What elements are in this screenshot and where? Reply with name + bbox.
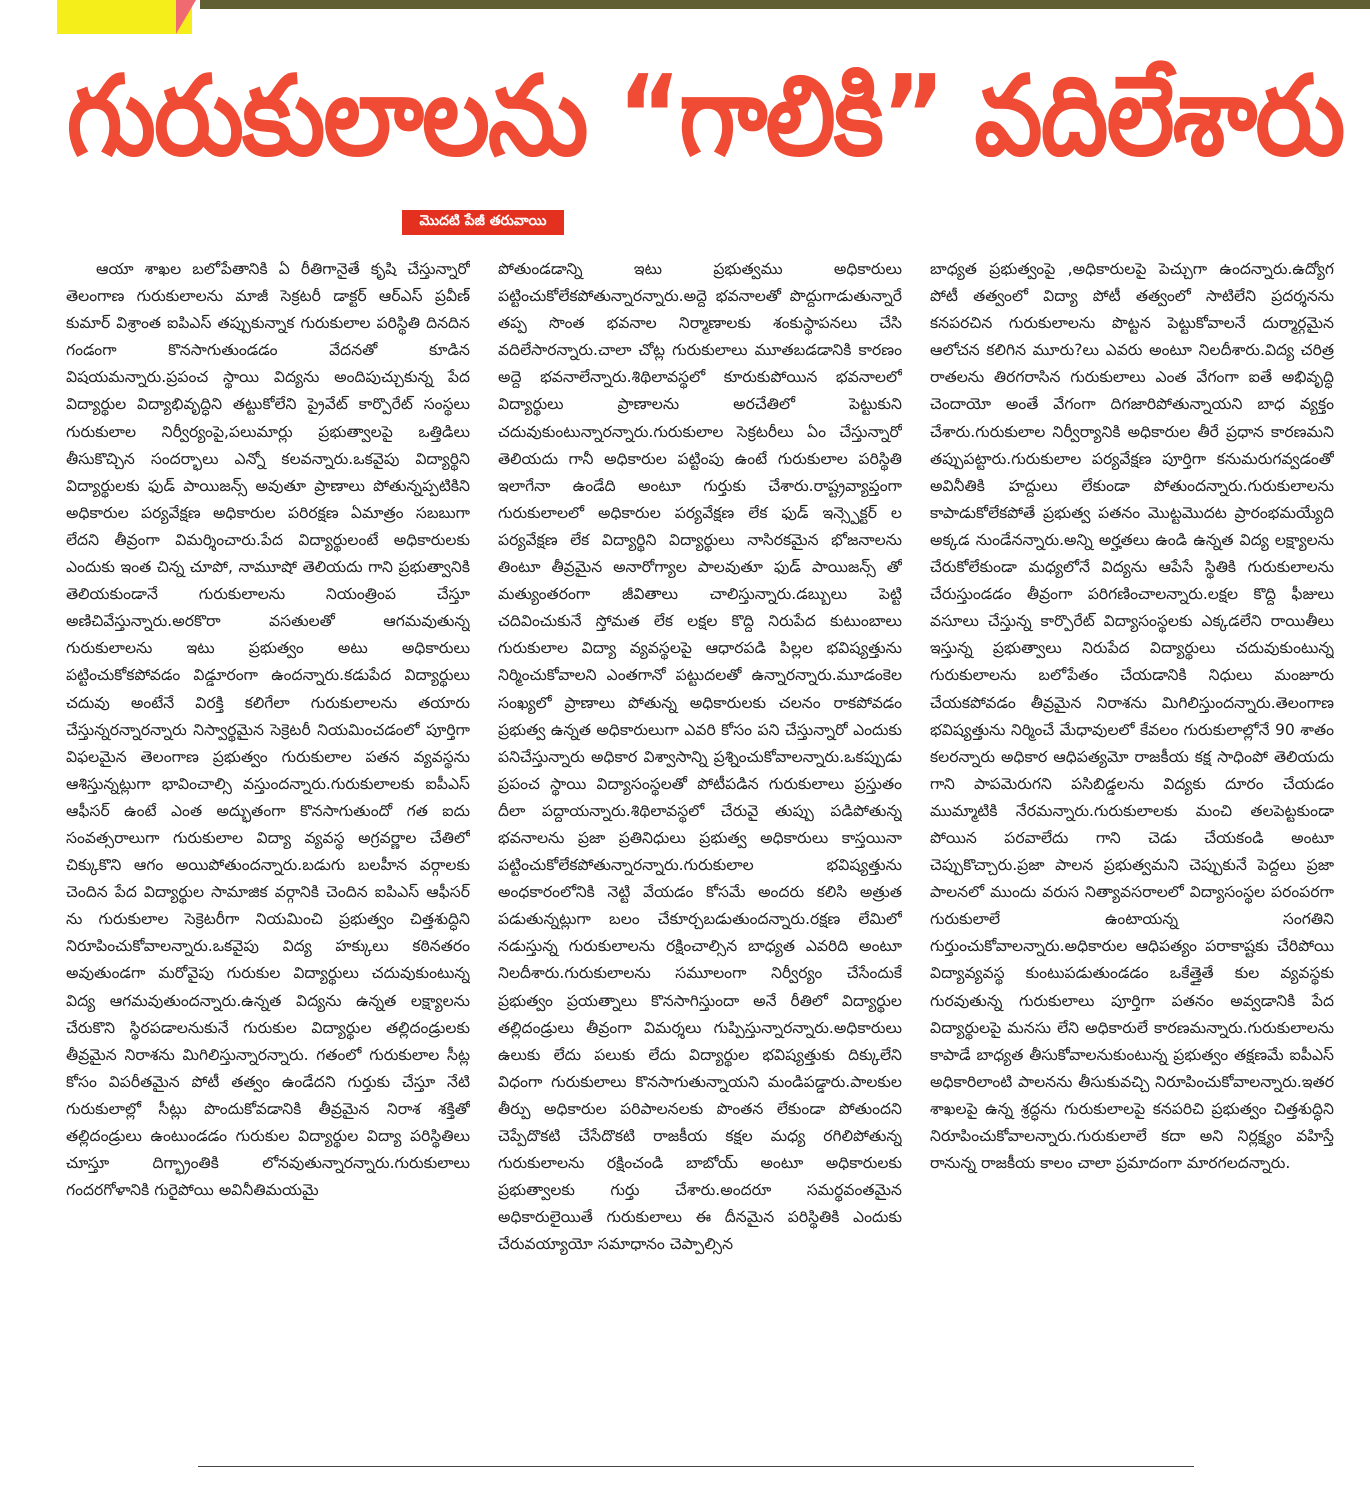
article-column-1 [66,256,470,1446]
article-headline: గురుకులాలను “గాలికి” వదిలేశారు [66,51,1344,181]
article-column-2 [498,256,902,1446]
newspaper-logo-fragment [57,0,192,34]
bottom-divider [198,1466,1194,1467]
column-3-text: బాధ్యత ప్రభుత్వంపై ,అధికారులపై పెచ్చుగా ఉందన్నారు.ఉద్యోగ పోటీ తత్వంలో విద్యా పోటీ తత్వంలో సాటిలేని ప్రదర్శనను కనపరచిన గురుకులాలను పొట్టన పెట్టుకోవాలనే దుర్మార్గమైన ఆలోచన కలిగిన మూరు?లు ఎవరు అంటూ నిలదీశారు.విద్య చరిత్ర రాతలను తిరగరాసిన గురుకులాలు ఎంత వేగంగా ఐతే అభివృద్ధి చెందాయో అంతే వేగంగా దిగజారిపోతున్నాయని బాధ వ్యక్తం చేశారు.గురుకులాల నిర్వీర్యానికి అధికారుల తీరే ప్రధాన కారణమని తప్పుపట్టారు.గురుకులాల పర్యవేక్షణ పూర్తిగా కనుమరుగవ్వడంతో అవినీతికి హద్దులు లేకుండా పోతుందన్నారు.గురుకులాలను కాపాడుకోలేకపోతే ప్రభుత్వ పతనం మొట్టమొదట ప్రారంభమయ్యేది అక్కడ నుండేనన్నారు.అన్ని అర్హతలు ఉండి ఉన్నత విద్య లక్ష్యాలను చేరుకోలేకుండా మధ్యలోనే విద్యను ఆపేసే స్థితికి గురుకులాలను చేరుస్తుండడం తీవ్రంగా పరిగణించాలన్నారు.లక్షల కొద్ది ఫీజులు వసూలు చేస్తున్న కార్పొరేట్ విద్యాసంస్థలకు ఎక్కడలేని రాయితీలు ఇస్తున్న ప్రభుత్వాలు నిరుపేద విద్యార్థులు చదువుకుంటున్న గురుకులాలను బలోపేతం చేయడానికి నిధులు మంజూరు చేయకపోవడం తీవ్రమైన నిరాశను మిగిలిస్తుందన్నారు.తెలంగాణ భవిష్యత్తును నిర్మించే మేధావులలో కేవలం గురుకులాల్లోనే 90 శాతం కలరన్నారు అధికార ఆధిపత్యమో రాజకీయ కక్ష సాధింపో తెలియదు గాని పాపమెరుగని పసిబిడ్డలను విద్యకు దూరం చేయడం ముమ్మాటికి నేరమన్నారు.గురుకులాలకు మంచి తలపెట్టకుండా పోయిన పరవాలేదు గాని చెడు చేయకండి అంటూ చెప్పుకొచ్చారు.ప్రజా పాలన ప్రభుత్వమని చెప్పుకునే పెద్దలు ప్రజా పాలనలో ముందు వరుస నిత్యావసరాలలో విద్యాసంస్థల పరంపరగా గురుకులాలే ఉంటాయన్న సంగతిని గుర్తుంచుకోవాలన్నారు.అధికారుల ఆధిపత్యం పరాకాష్టకు చేరిపోయి విద్యావ్యవస్థ కుంటుపడుతుండడం ఒకేత్తైతే కుల వ్యవస్థకు గురవుతున్న గురుకులాలు పూర్తిగా పతనం అవ్వడానికి పేద విద్యార్థులపై మనసు లేని అధికారులే కారణమన్నారు.గురుకులాలను కాపాడే బాధ్యత తీసుకోవాలనుకుంటున్న ప్రభుత్వం తక్షణమే ఐపీఎస్ అధికారిలాంటి పాలనను తీసుకువచ్చి నిరూపించుకోవాలన్నారు.ఇతర శాఖలపై ఉన్న శ్రద్ధను గురుకులాలపై కనపరిచి ప్రభుత్వం చిత్తశుద్ధిని నిరూపించుకోవాలన్నారు.గురుకులాలే కదా అని నిర్లక్ష్యం వహిస్తే రానున్న రాజకీయ కాలం చాలా ప్రమాదంగా మారగలదన్నారు. [930,260,1334,1173]
column-2-text: పోతుండడాన్ని ఇటు ప్రభుత్వము అధికారులు పట్టించుకోలేకపోతున్నారన్నారు.అద్దె భవనాలతో పొద్దుగాడుతున్నారే తప్ప సొంత భవనాల నిర్మాణాలకు శంకుస్థాపనలు చేసి వదిలేసారన్నారు.చాలా చోట్ల గురుకులాలు మూతబడడానికి కారణం అద్దె భవనాలేన్నారు.శిథిలావస్థలో కూరుకుపోయిన భవనాలలో విద్యార్థులు ప్రాణాలను అరచేతిలో పెట్టుకుని చదువుకుంటున్నారన్నారు.గురుకులాల సెక్రటరీలు ఏం చేస్తున్నారో తెలియదు గానీ అధికారుల పట్టింపు ఉంటే గురుకులాల పరిస్థితి ఇలాగేనా ఉండేది అంటూ గుర్తుకు చేశారు.రాష్ట్రవ్యాప్తంగా గురుకులాలలో అధికారుల పర్యవేక్షణ లేక ఫుడ్ ఇన్స్పెక్టర్ ల పర్యవేక్షణ లేక విద్యార్థిని విద్యార్థులు నాసిరకమైన భోజనాలను తింటూ తీవ్రమైన అనారోగ్యాల పాలవుతూ ఫుడ్ పాయిజన్స్ తో మత్యుంతరంగా జీవితాలు చాలిస్తున్నారు.డబ్బులు పెట్టి చదివించుకునే స్తోమత లేక లక్షల కొద్ది నిరుపేద కుటుంబాలు గురుకులాల విద్యా వ్యవస్థలపై ఆధారపడి పిల్లల భవిష్యత్తును నిర్మించుకోవాలని ఎంతగానో పట్టుదలతో ఉన్నారన్నారు.మూడంకెల సంఖ్యలో ప్రాణాలు పోతున్న అధికారులకు చలనం రాకపోవడం ప్రభుత్వ ఉన్నత అధికారులుగా ఎవరి కోసం పని చేస్తున్నారో ఎందుకు పనిచేస్తున్నారు అధికార విశ్వాసాన్ని ప్రశ్నించుకోవాలన్నారు.ఒకప్పుడు ప్రపంచ స్థాయి విద్యాసంస్థలతో పోటీపడిన గురుకులాలు ప్రస్తుతం దీలా పద్దాయన్నారు.శిథిలావస్థలో చేరువై తుప్పు పడిపోతున్న భవనాలను ప్రజా ప్రతినిధులు ప్రభుత్వ అధికారులు కాస్తయినా పట్టించుకోలేకపోతున్నారన్నారు.గురుకులాల భవిష్యత్తును అంధకారంలోనికి నెట్టి వేయడం కోసమే అందరు కలిసి అత్రుత పడుతున్నట్లుగా బలం చేకూర్చబడుతుందన్నారు.రక్షణ లేమిలో నడుస్తున్న గురుకులాలను రక్షించాల్సిన బాధ్యత ఎవరిది అంటూ నిలదీశారు.గురుకులాలను సమూలంగా నిర్వీర్యం చేసేందుకే ప్రభుత్వం ప్రయత్నాలు కొనసాగిస్తుందా అనే రీతిలో విద్యార్థుల తల్లిదండ్రులు తీవ్రంగా విమర్శలు గుప్పిస్తున్నారన్నారు.అధికారులు ఉలుకు లేదు పలుకు లేదు విద్యార్థుల భవిష్యత్తుకు దిక్కులేని విధంగా గురుకులాలు కొనసాగుతున్నాయని మండిపడ్డారు.పాలకుల తీర్పు అధికారుల పరిపాలనలకు పొంతన లేకుండా పోతుందని చెప్పేదొకటి చేసేదొకటి రాజకీయ కక్షల మధ్య రగిలిపోతున్న గురుకులాలను రక్షించండి బాబోయ్ అంటూ అధికారులకు ప్రభుత్వాలకు గుర్తు చేశారు.అందరూ సమర్థవంతమైన అధికారులైయితే గురుకులాలు ఈ దీనమైన పరిస్థితికి ఎందుకు చేరువయ్యాయో సమాధానం చెప్పాల్సిన [498,260,902,1254]
continued-from-front-page-tag: మొదటి పేజీ తరువాయి [402,210,564,235]
article-column-3 [930,256,1334,1446]
column-1-text: ఆయా శాఖల బలోపేతానికి ఏ రీతిగానైతే కృషి చేస్తున్నారో తెలంగాణ గురుకులాలను మాజీ సెక్రటరీ డాక్టర్ ఆర్ఎస్ ప్రవీణ్ కుమార్ విశ్రాంత ఐపిఎస్ తప్పుకున్నాక గురుకులాల పరిస్థితి దినదిన గండంగా కొనసాగుతుండడం వేదనతో కూడిన విషయమన్నారు.ప్రపంచ స్థాయి విద్యను అందిపుచ్చుకున్న పేద విద్యార్థుల విద్యాభివృద్ధిని తట్టుకోలేని ప్రైవేట్ కార్పొరేట్ సంస్థలు గురుకులాల నిర్వీర్యంపై,పలుమార్లు ప్రభుత్వాలపై ఒత్తిడిలు తీసుకొచ్చిన సందర్భాలు ఎన్నో కలవన్నారు.ఒకవైపు విద్యార్థిని విద్యార్థులకు ఫుడ్ పాయిజన్స్ అవుతూ ప్రాణాలు పోతున్నప్పటికిని అధికారుల పర్యవేక్షణ అధికారుల పరిరక్షణ ఏమాత్రం సబబుగా లేదని తీవ్రంగా విమర్శించారు.పేద విద్యార్థులంటే అధికారులకు ఎందుకు ఇంత చిన్న చూపో, నామూషో తెలియదు గాని ప్రభుత్వానికి తెలియకుండానే గురుకులాలను నియంత్రింప చేస్తూ అణిచివేస్తున్నారు.అరకొరా వసతులతో ఆగమవుతున్న గురుకులాలను ఇటు ప్రభుత్వం అటు అధికారులు పట్టించుకోకపోవడం విడ్డూరంగా ఉందన్నారు.కడుపేద విద్యార్థులు చదువు అంటేనే విరక్తి కలిగేలా గురుకులాలను తయారు చేస్తున్నరన్నారన్నారు నిస్వార్థమైన సెక్రెటరీ నియమించడంలో పూర్తిగా విఫలమైన తెలంగాణ ప్రభుత్వం గురుకులాల పతన వ్యవస్థను ఆశిస్తున్నట్లుగా భావించాల్సి వస్తుందన్నారు.గురుకులాలకు ఐపీఎస్ ఆఫీసర్ ఉంటే ఎంత అద్భుతంగా కొనసాగుతుందో గత ఐదు సంవత్సరాలుగా గురుకులాల విద్యా వ్యవస్థ అగ్రవర్ణాల చేతిలో చిక్కుకొని ఆగం అయిపోతుందన్నారు.బడుగు బలహీన వర్గాలకు చెందిన పేద విద్యార్థుల సామాజిక వర్గానికి చెందిన ఐపిఎస్ ఆఫీసర్ ను గురుకులాల సెక్రెటరీగా నియమించి ప్రభుత్వం చిత్తశుద్ధిని నిరూపించుకోవాలన్నారు.ఒకవైపు విద్య హక్కులు కఠినతరం అవుతుండగా మరోవైపు గురుకుల విద్యార్థులు చదువుకుంటున్న విద్య ఆగమవుతుందన్నారు.ఉన్నత విద్యను ఉన్నత లక్ష్యాలను చేరుకొని స్థిరపడాలనుకునే గురుకుల విద్యార్థుల తల్లిదండ్రులకు తీవ్రమైన నిరాశను మిగిలిస్తున్నారన్నారు. గతంలో గురుకులాల సీట్ల కోసం విపరీతమైన పోటీ తత్వం ఉండేదని గుర్తుకు చేస్తూ నేటి గురుకులాల్లో సీట్లు పొందుకోవడానికి తీవ్రమైన నిరాశ శక్తితో తల్లిదండ్రులు ఉంటుండడం గురుకుల విద్యార్థుల విద్యా పరిస్థితిలు చూస్తూ దిగ్భ్రాంతికి లోనవుతున్నారన్నారు.గురుకులాలు గందరగోళానికి గురైపోయి అవినీతిమయమై [66,260,470,1200]
header-accent-bar [200,0,1370,9]
